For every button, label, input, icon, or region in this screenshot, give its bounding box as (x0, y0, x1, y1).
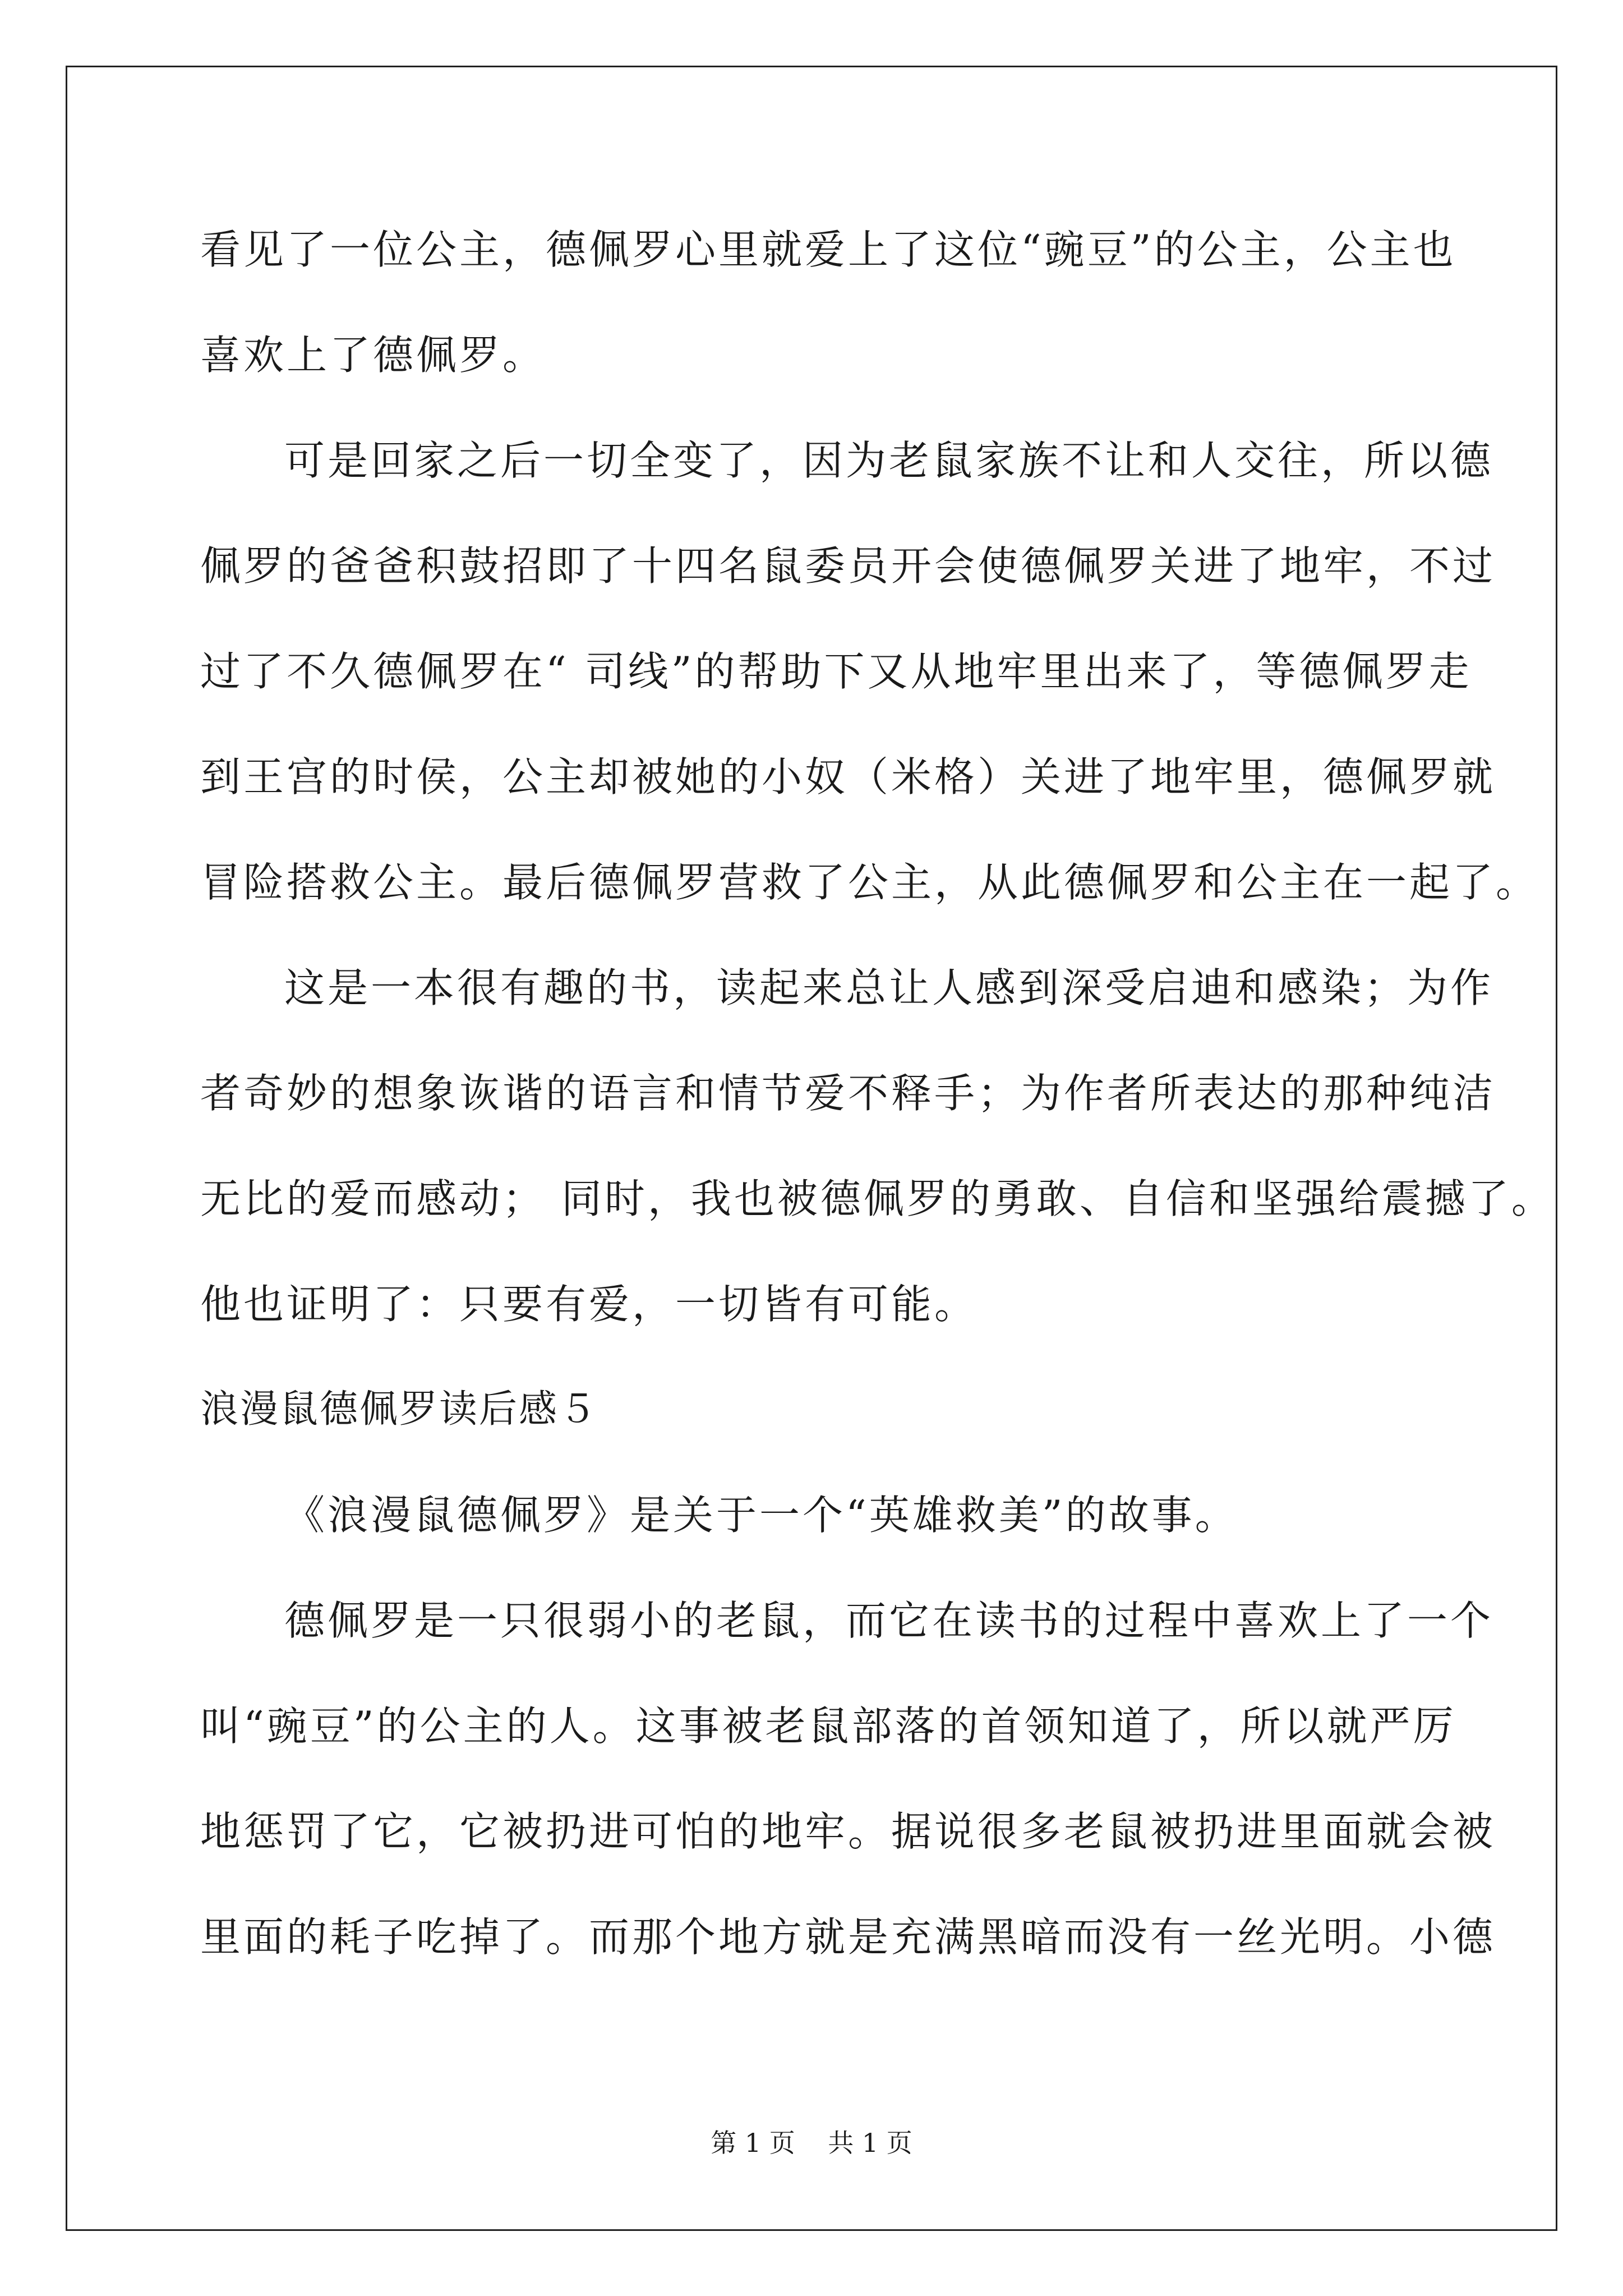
page-footer: 第 1 页 共 1 页 (711, 2128, 912, 2158)
paragraph-start: 《浪漫鼠德佩罗》是关于一个“英雄救美”的故事。 (284, 1492, 1238, 1539)
text-line: 叫“豌豆”的公主的人。这事被老鼠部落的首领知道了，所以就严厉 (200, 1703, 1456, 1750)
paragraph-start: 可是回家之后一切全变了，因为老鼠家族不让和人交往，所以德 (284, 437, 1494, 484)
paragraph-start: 这是一本很有趣的书，读起来总让人感到深受启迪和感染；为作 (284, 964, 1494, 1011)
text-line: 无比的爱而感动； 同时，我也被德佩罗的勇敢、自信和坚强给震撼了。 (200, 1175, 1555, 1222)
paragraph-start: 德佩罗是一只很弱小的老鼠，而它在读书的过程中喜欢上了一个 (284, 1597, 1494, 1644)
text-line: 里面的耗子吃掉了。而那个地方就是充满黑暗而没有一丝光明。小德 (200, 1913, 1496, 1961)
text-line: 过了不久德佩罗在“ 司线”的帮助下又从地牢里出来了，等德佩罗走 (200, 648, 1472, 695)
text-line: 者奇妙的想象诙谐的语言和情节爱不释手；为作者所表达的那种纯洁 (200, 1070, 1496, 1117)
text-line: 看见了一位公主，德佩罗心里就爱上了这位“豌豆”的公主，公主也 (200, 226, 1456, 273)
text-line: 佩罗的爸爸积鼓招即了十四名鼠委员开会使德佩罗关进了地牢，不过 (200, 542, 1496, 590)
document-body (200, 216, 1555, 2009)
text-line: 到王宫的时侯，公主却被她的小奴（米格）关进了地牢里，德佩罗就 (200, 753, 1496, 800)
text-line: 地惩罚了它，它被扔进可怕的地牢。据说很多老鼠被扔进里面就会被 (200, 1808, 1496, 1855)
text-line: 他也证明了：只要有爱，一切皆有可能。 (200, 1281, 978, 1328)
text-line: 冒险搭救公主。最后德佩罗营救了公主，从此德佩罗和公主在一起了。 (200, 859, 1539, 906)
section-heading: 浪漫鼠德佩罗读后感５ (200, 1387, 599, 1432)
text-line: 喜欢上了德佩罗。 (200, 332, 546, 379)
